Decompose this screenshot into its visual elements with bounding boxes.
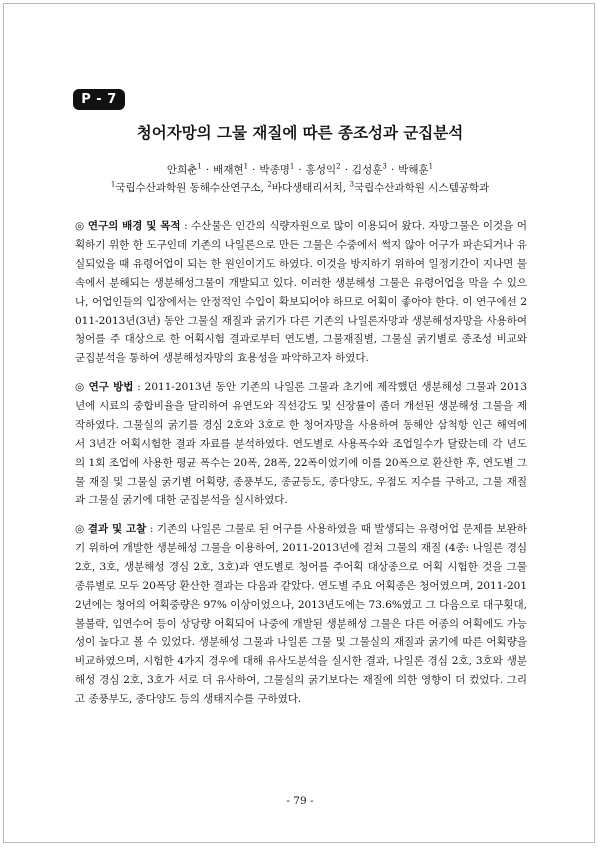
page-number: - 79 - [286, 795, 314, 807]
author-separator: · [298, 164, 302, 176]
author-separator: · [205, 164, 210, 176]
poster-number-badge: P - 7 [73, 89, 125, 110]
section-marker: ◎ [75, 523, 85, 535]
section-background [75, 217, 527, 368]
author: 박종명$^1$ [259, 162, 295, 176]
affiliation: $^1$국립수산과학원 동해수산연구소, [110, 180, 268, 194]
author-separator: · [344, 164, 348, 176]
affiliation: $^3$국립수산과학원 시스템공학과 [349, 180, 490, 194]
section-body: : 기존의 나일론 그물로 된 어구를 사용하였을 때 발생되는 유령어업 문제를 보완하기 위하여 개발한 생분해성 그물을 이용하여, 2011-2013년에 걸쳐 그물의 재질 (4종: 나일론 경심 2호, 3호, 생분해성 경심 2호, 3호)과 연도별로 청어를 주어획 대상종으로 어획 시험한 것을 그물 종류별로 모두 20폭당 환산한 결과는 다음과 같았다. 연도별 주요 어획종은 청어였으며, 2011-2012년에는 청어의 어획중량은 97% 이상이었으나, 2013년도에는 73.6%였고 그 다음으로 대구횟대, 볼불락, 임연수어 등이 상당량 어획되어 나중에 개발된 생분해성 그물은 다른 어종의 어획에도 가능성이 높다고 볼 수 있었다. 생분해성 그물과 나일론 그물 및 그물실의 재질과 굵기에 따른 어획량을 비교하였으며, 시험한 4가지 경우에 대해 유사도분석을 실시한 결과, 나일론 경심 2호, 3호와 생분해성 경심 2호, 3호가 서로 더 유사하여, 그물실의 굵기보다는 재질에 의한 영향이 더 컸었다. 그리고 종풍부도, 종다양도 등의 생태지수를 구하였다. [75, 523, 527, 706]
section-marker: ◎ [75, 220, 85, 232]
author: 박해훈$^1$ [398, 162, 434, 176]
author: 안희춘$^1$ [166, 162, 202, 176]
section-heading: 연구의 배경 및 목적 [87, 220, 181, 232]
section-body: : 2011-2013년 동안 기존의 나일론 그물과 초기에 제작했던 생분해성 그물과 2013년에 시료의 중합비율을 달리하여 유연도와 직선강도 및 신장률이 좀더 개선된 생분해성 그물을 제작하였다. 그물실의 굵기를 경심 2호와 3호로 한 청어자망을 사용하여 동해안 삼척항 인근 해역에서 3년간 어획시험한 결과 자료를 분석하였다. 연도별로 사용폭수와 조업일수가 달랐는데 각 년도의 1회 조업에 사용한 평균 폭수는 20폭, 28폭, 22폭이었기에 이를 20폭으로 환산한 후, 연도별 그물 재질 및 그물실 굵기별 어획량, 종풍부도, 종균등도, 종다양도, 우점도 지수를 구하고, 그물 재질과 그물실 굵기에 대한 군집분석을 실시하였다. [75, 381, 527, 507]
section-heading: 연구 방법 [88, 381, 134, 393]
author: 김성훈$^3$ [351, 162, 387, 176]
author: 홍성익$^2$ [305, 162, 341, 176]
author: 배재현$^1$ [213, 162, 249, 176]
affiliation-list [60, 180, 540, 195]
author-separator: · [390, 164, 395, 176]
section-results [75, 520, 527, 709]
affiliation: $^2$바다생태리서치, [267, 180, 350, 194]
paper-title: 청어자망의 그물 재질에 따른 종조성과 군집분석 [136, 123, 464, 142]
section-body: : 수산물은 인간의 식량자원으로 많이 이용되어 왔다. 자망그물은 이것을 어획하기 위한 한 도구인데 기존의 나일론으로 만든 그물은 수중에서 썩지 않아 어구가 파손되거나 유실되었을 때 유령어업이 되는 한 원인이기도 하였다. 이것을 방지하기 위하여 일정기간이 지나면 물속에서 분해되는 생분해성그물이 개발되고 있다. 이러한 생분해성 그물은 유령어업을 막을 수 있으나, 어업인들의 입장에서는 안정적인 수입이 확보되어야 하므로 어획이 좋아야 한다. 이 연구에선 2011-2013년(3년) 동안 그물실 재질과 굵기가 다른 기존의 나일론자망과 생분해성자망을 사용하여 청어를 주 대상으로 한 어획시험 결과로부터 연도별, 그물재질별, 그물실 굵기별로 종조성 비교와 군집분석을 통하여 생분해성자망의 효용성을 파악하고자 하였다. [75, 220, 527, 365]
author-list [60, 162, 540, 177]
section-heading: 결과 및 고찰 [87, 523, 147, 535]
section-marker: ◎ [75, 381, 85, 393]
section-methods [75, 378, 527, 510]
author-separator: · [252, 164, 256, 176]
